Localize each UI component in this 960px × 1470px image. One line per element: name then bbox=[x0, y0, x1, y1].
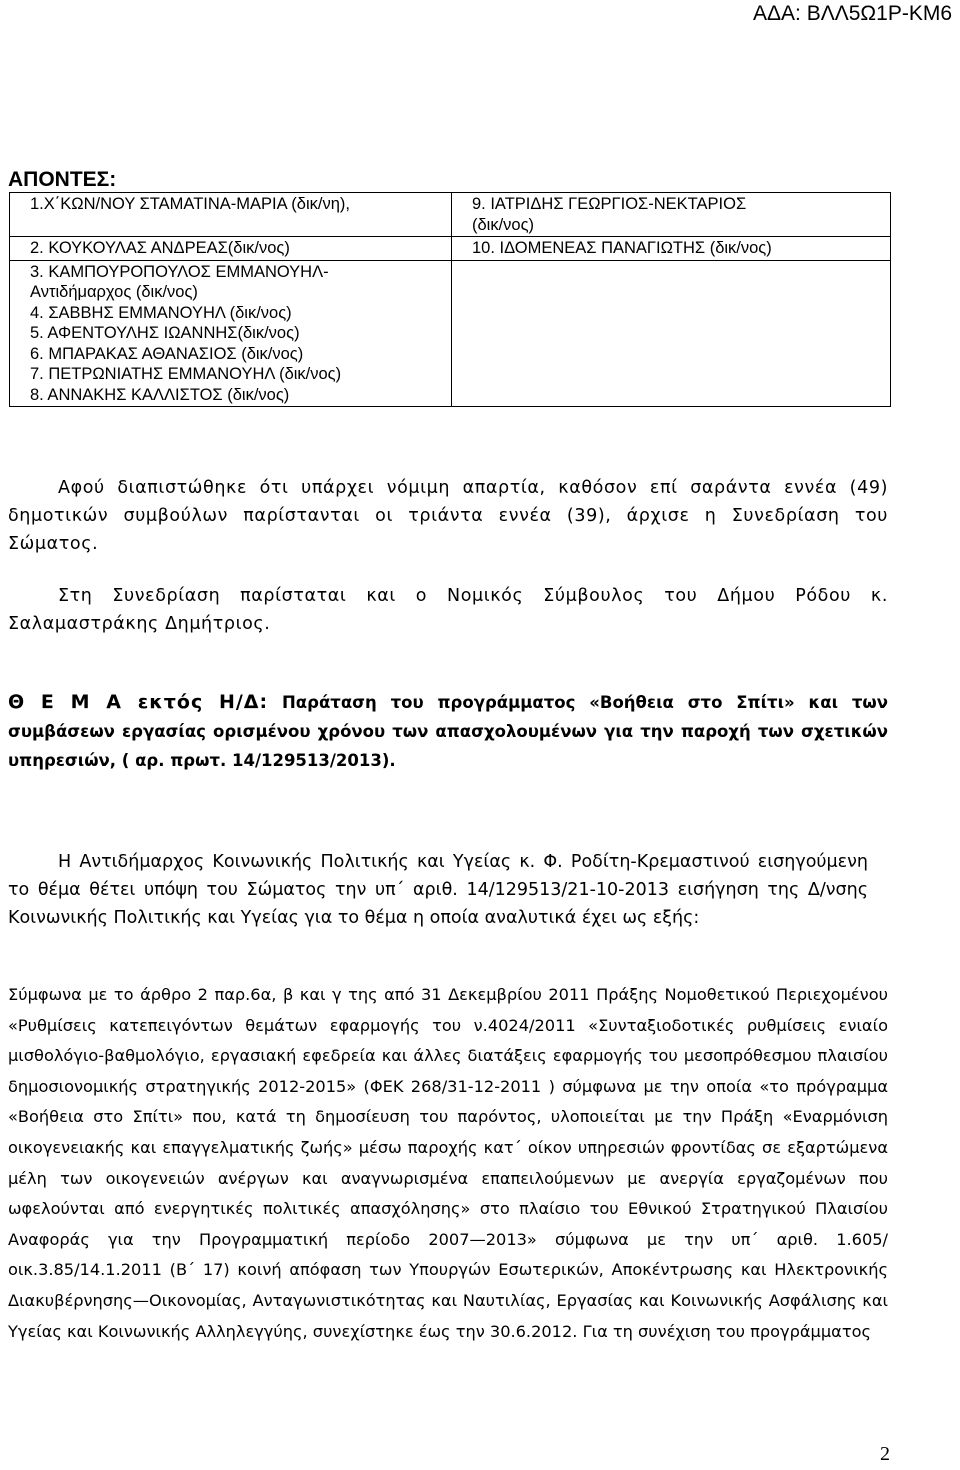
quorum-paragraph: Αφού διαπιστώθηκε ότι υπάρχει νόμιμη απαρτία, καθόσον επί σαράντα εννέα (49) δημοτικών συμβούλων παρίστανται οι τριάντα εννέα (39), άρχισε η Συνεδρίαση του Σώματος. bbox=[8, 478, 888, 554]
absent-members-table bbox=[9, 192, 891, 407]
page-number: 2 bbox=[880, 1443, 890, 1465]
absent-member: 3. ΚΑΜΠΟΥΡΟΠΟΥΛΟΣ ΕΜΜΑΝΟΥΗΛ- bbox=[30, 262, 329, 281]
table-row bbox=[10, 193, 891, 237]
body-paragraph: Σύμφωνα με το άρθρο 2 παρ.6α, β και γ της από 31 Δεκεμβρίου 2011 Πράξης Νομοθετικού Περιεχομένου «Ρυθμίσεις κατεπειγόντων θεμάτων εφαρμογής του ν.4024/2011 «Συνταξιοδοτικές ρυθμίσεις ενιαίο μισθολόγιο-βαθμολόγιο, εργασιακή εφεδρεία και άλλες διατάξεις εφαρμογής του μεσοπρόθεσμου πλαισίου δημοσιονομικής στρατηγικής 2012-2015» (ΦΕΚ 268/31-12-2011 ) σύμφωνα με την οποία «το πρόγραμμα «Βοήθεια στο Σπίτι» που, κατά τη δημοσίευση του παρόντος, υλοποιείται με την Πράξη «Εναρμόνιση οικογενειακής και επαγγελματικής ζωής» μέσω παροχής κατ΄ οίκον υπηρεσιών φροντίδας σε εξαρτώμενα μέλη των οικογενειών ανέργων και αναγνωρισμένα επαπειλούμενων με ανεργία εργαζομένων που ωφελούνται από ενεργητικές πολιτικές απασχόλησης» στο πλαίσιο του Εθνικού Στρατηγικού Πλαισίου Αναφοράς για την Προγραμματική περίοδο 2007—2013» σύμφωνα με την υπ΄ αριθ. 1.605/οικ.3.85/14.1.2011 (Β΄ 17) κοινή απόφαση των Υπουργών Εσωτερικών, Αποκέντρωσης και Ηλεκτρονικής Διακυβέρνησης—Οικονομίας, Ανταγωνιστικότητας και Ναυτιλίας, Εργασίας και Κοινωνικής Ασφάλισης και Υγείας και Κοινωνικής Αλληλεγγύης, συνεχίστηκε έως την 30.6.2012. Για τη συνέχιση του προγράμματος bbox=[8, 985, 888, 1341]
absent-member-list bbox=[10, 260, 452, 407]
absent-member-role: Αντιδήμαρχος (δικ/νος) bbox=[30, 283, 198, 301]
topic-label: Θ Ε Μ Α εκτός Η/Δ: bbox=[8, 691, 269, 713]
absent-member: 10. ΙΔΟΜΕΝΕΑΣ ΠΑΝΑΓΙΩΤΗΣ (δικ/νος) bbox=[452, 237, 891, 261]
rapporteur-paragraph: Η Αντιδήμαρχος Κοινωνικής Πολιτικής και Υγείας κ. Φ. Ροδίτη-Κρεμαστινού εισηγούμενη το θέμα θέτει υπόψη του Σώματος την υπ΄ αριθ. 14/129513/21-10-2013 εισήγηση της Δ/νσης Κοινωνικής Πολιτικής και Υγείας για το θέμα η οποία αναλυτικά έχει ως εξής: bbox=[8, 852, 868, 928]
topic-text: Παράταση του προγράμματος «Βοήθεια στο Σπίτι» και των συμβάσεων εργασίας ορισμένου χρόνου των απασχολουμένων για την παροχή των σχετικών υπηρεσιών, ( αρ. πρωτ. 14/129513/2013). bbox=[8, 693, 889, 770]
absent-member: 4. ΣΑΒΒΗΣ ΕΜΜΑΝΟΥΗΛ (δικ/νος) bbox=[30, 303, 292, 322]
topic-paragraph bbox=[8, 688, 888, 775]
absent-member: 1.Χ΄ΚΩΝ/ΝΟΥ ΣΤΑΜΑΤΙΝΑ-ΜΑΡΙΑ (δικ/νη), bbox=[10, 193, 452, 237]
empty-cell bbox=[452, 260, 891, 407]
absent-member: 2. ΚΟΥΚΟΥΛΑΣ ΑΝΔΡΕΑΣ(δικ/νος) bbox=[10, 237, 452, 261]
absent-member: 8. ΑΝΝΑΚΗΣ ΚΑΛΛΙΣΤΟΣ (δικ/νος) bbox=[30, 385, 290, 404]
absent-member bbox=[452, 193, 891, 237]
table-row bbox=[10, 237, 891, 261]
absent-member: 7. ΠΕΤΡΩΝΙΑΤΗΣ ΕΜΜΑΝΟΥΗΛ (δικ/νος) bbox=[30, 365, 342, 383]
absent-member-note: (δικ/νος) bbox=[472, 215, 535, 234]
ada-code: ΑΔΑ: ΒΛΛ5Ω1Ρ-ΚΜ6 bbox=[752, 2, 952, 25]
absent-member-text: 9. ΙΑΤΡΙΔΗΣ ΓΕΩΡΓΙΟΣ-ΝΕΚΤΑΡΙΟΣ bbox=[472, 195, 747, 213]
legal-advisor-paragraph: Στη Συνεδρίαση παρίσταται και ο Νομικός Σύμβουλος του Δήμου Ρόδου κ. Σαλαμαστράκης Δημήτριος. bbox=[8, 586, 888, 634]
absent-member: 5. ΑΦΕΝΤΟΥΛΗΣ ΙΩΑΝΝΗΣ(δικ/νος) bbox=[30, 324, 300, 342]
absent-member: 6. ΜΠΑΡΑΚΑΣ ΑΘΑΝΑΣΙΟΣ (δικ/νος) bbox=[30, 344, 304, 363]
absent-heading: ΑΠΟΝΤΕΣ: bbox=[8, 168, 117, 191]
table-row bbox=[10, 260, 891, 407]
